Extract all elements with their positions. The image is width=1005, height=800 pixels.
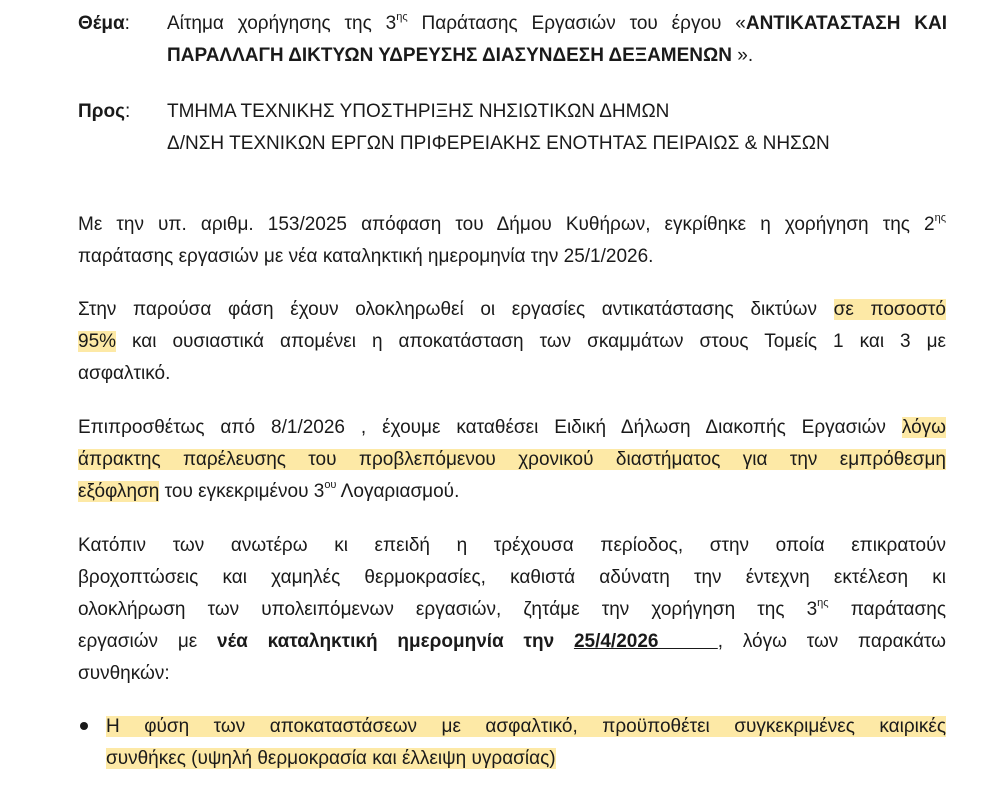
paragraph-4-line-5: συνθηκών:: [78, 663, 170, 684]
highlight-reason-cont: άπρακτης παρέλευσης του προβλεπόμενου χρονικού διαστήματος για την εμπρόθεσμη: [78, 449, 946, 470]
paragraph-2-line-3: ασφαλτικό.: [78, 363, 171, 384]
paragraph-1: [78, 209, 946, 273]
bullet-item-1-line-2: συνθήκες (υψηλή θερμοκρασία και έλλειψη υγρασίας): [106, 748, 556, 769]
paragraph-4-line-2: βροχοπτώσεις και χαμηλές θερμοκρασίες, καθιστά αδύνατη την έντεχνη εκτέλεση κι: [78, 567, 946, 588]
subject-text: [167, 8, 947, 72]
paragraph-2-line-1: Στην παρούσα φάση έχουν ολοκληρωθεί οι εργασίες αντικατάστασης δικτύων σε ποσοστό: [78, 299, 946, 320]
bullet-icon: [80, 722, 88, 730]
paragraph-2-line-2: 95% και ουσιαστικά απομένει η αποκατάσταση των σκαμμάτων στους Τομείς 1 και 3 με: [78, 331, 946, 352]
bullet-item-1-line-1: Η φύση των αποκαταστάσεων με ασφαλτικό, προϋποθέτει συγκεκριμένες καιρικές: [106, 716, 946, 737]
highlight-reason: λόγω: [901, 417, 946, 438]
highlight-95: 95%: [78, 331, 117, 352]
paragraph-3-line-3: εξόφληση του εγκεκριμένου $3^{o\upsilon}$ Λογαριασμού.: [78, 479, 460, 502]
recipient-line-1: ΤΜΗΜΑ ΤΕΧΝΙΚΗΣ ΥΠΟΣΤΗΡΙΞΗΣ ΝΗΣΙΩΤΙΚΩΝ ΔΗΜΩΝ: [167, 101, 670, 122]
subject-line-2: ΠΑΡΑΛΛΑΓΗ ΔΙΚΤΥΩΝ ΥΔΡΕΥΣΗΣ ΔΙΑΣΥΝΔΕΣΗ ΔΕΞΑΜΕΝΩΝ ».: [167, 45, 754, 66]
bullet-item-1: [106, 711, 946, 775]
paragraph-3-line-1: Επιπροσθέτως από 8/1/2026 , έχουμε καταθέσει Ειδική Δήλωση Διακοπής Εργασιών λόγω: [78, 417, 946, 438]
paragraph-1-line-1: Με την υπ. αριθμ. 153/2025 απόφαση του Δήμου Κυθήρων, εγκρίθηκε η χορήγηση της $2^{\eta\varsigma}$: [78, 212, 946, 235]
new-deadline-date: 25/4/2026: [573, 631, 659, 652]
paragraph-1-line-2: παράτασης εργασιών με νέα καταληκτική ημερομηνία την 25/1/2026.: [78, 246, 654, 267]
recipient-line-2: Δ/ΝΣΗ ΤΕΧΝΙΚΩΝ ΕΡΓΩΝ ΠΡΙΦΕΡΕΙΑΚΗΣ ΕΝΟΤΗΤΑΣ ΠΕΙΡΑΙΩΣ & ΝΗΣΩΝ: [167, 133, 830, 154]
paragraph-3-line-2: [78, 444, 946, 476]
paragraph-4-line-1: Κατόπιν των ανωτέρω κι επειδή η τρέχουσα περίοδος, στην οποία επικρατούν: [78, 535, 946, 556]
highlight-payment: εξόφληση: [78, 481, 160, 502]
paragraph-2: [78, 294, 946, 390]
paragraph-4-line-4: εργασιών με νέα καταληκτική ημερομηνία την 25/4/2026 , λόγω των παρακάτω: [78, 631, 946, 652]
subject-line-1: Αίτημα χορήγησης της $3^{\eta\varsigma}$ Παράτασης Εργασιών του έργου «ΑΝΤΙΚΑΤΑΣΤΑΣΗ ΚΑΙ: [167, 11, 947, 34]
recipient-label: Προς:: [78, 101, 131, 122]
subject-label: Θέμα:: [78, 13, 130, 34]
highlight-percentage: σε ποσοστό: [833, 299, 946, 320]
paragraph-3: [78, 412, 946, 508]
paragraph-4: [78, 530, 946, 690]
recipient-text: [167, 96, 947, 160]
paragraph-4-line-3: ολοκλήρωση των υπολειπόμενων εργασιών, ζητάμε την χορήγηση της $3^{\eta\varsigma}$ παράτασης: [78, 597, 946, 620]
